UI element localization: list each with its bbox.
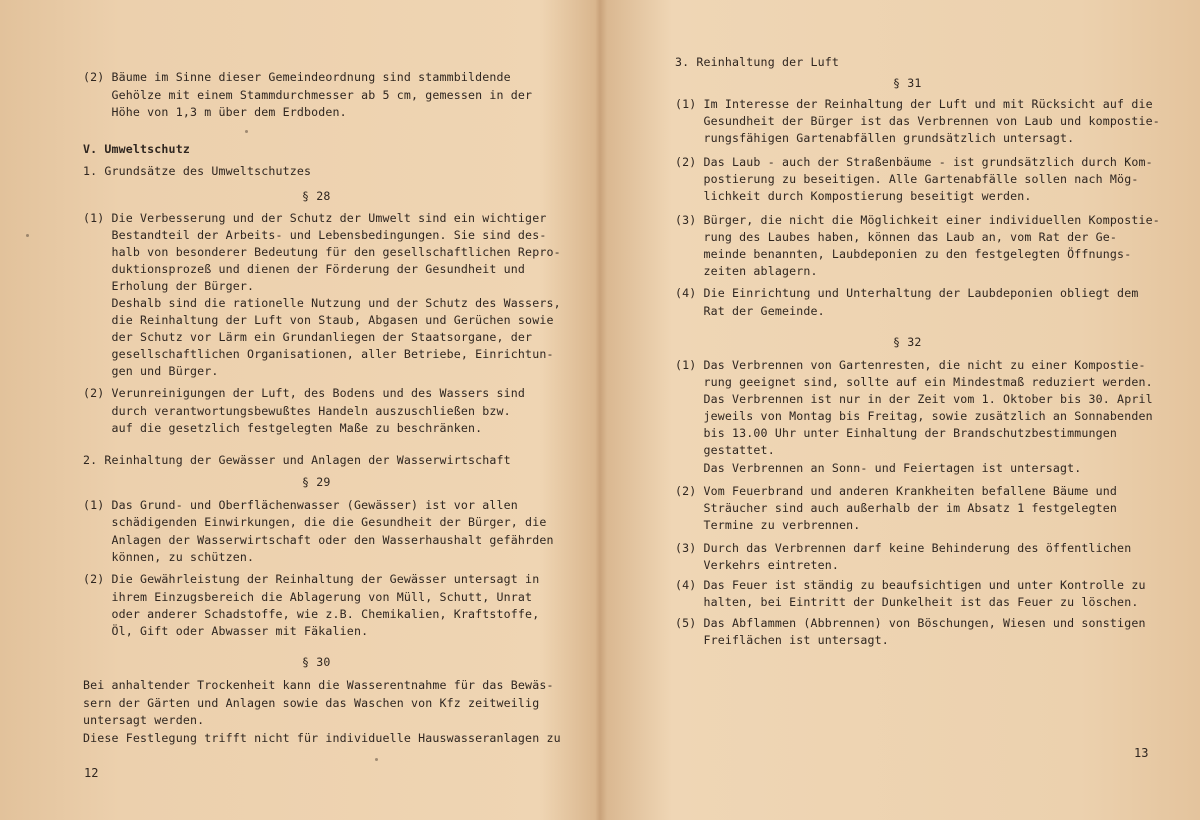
text-line: (1) Das Verbrennen von Gartenresten, die nicht zu einer Kompostie- [675, 358, 1146, 372]
text-line: Deshalb sind die rationelle Nutzung und der Schutz des Wassers, [83, 296, 561, 310]
paper-speck [245, 130, 248, 133]
text-line: sern der Gärten und Anlagen sowie das Waschen von Kfz zeitweilig [83, 696, 540, 710]
text-line: (4) Die Einrichtung und Unterhaltung der Laubdeponien obliegt dem [675, 286, 1139, 300]
text-line: (2) Das Laub - auch der Straßenbäume - ist grundsätzlich durch Kom- [675, 155, 1153, 169]
text-line: Öl, Gift oder Abwasser mit Fäkalien. [83, 624, 369, 638]
text-line: untersagt werden. [83, 713, 205, 727]
text-line: (1) Im Interesse der Reinhaltung der Luft und mit Rücksicht auf die [675, 97, 1153, 111]
text-line: ihrem Einzugsbereich die Ablagerung von Müll, Schutt, Unrat [83, 590, 533, 604]
text-line: Rat der Gemeinde. [675, 304, 825, 318]
text-line: (2) Die Gewährleistung der Reinhaltung der Gewässer untersagt in [83, 572, 540, 586]
text-line: Höhe von 1,3 m über dem Erdboden. [83, 105, 347, 119]
text-line: rung des Laubes haben, können das Laub an, vom Rat der Ge- [675, 230, 1118, 244]
text-line: (2) Verunreinigungen der Luft, des Bodens und des Wassers sind [83, 386, 526, 400]
text-line: (4) Das Feuer ist ständig zu beaufsichtigen und unter Kontrolle zu [675, 578, 1146, 592]
text-line: halb von besonderer Bedeutung für den gesellschaftlichen Repro- [83, 245, 561, 259]
text-line: der Schutz vor Lärm ein Grundanliegen der Staatsorgane, der [83, 330, 533, 344]
paper-speck [26, 234, 29, 237]
text-line: (3) Bürger, die nicht die Möglichkeit einer individuellen Kompostie- [675, 213, 1160, 227]
text-line: auf die gesetzlich festgelegten Maße zu beschränken. [83, 421, 483, 435]
page-number: 13 [1134, 746, 1149, 760]
page-number: 12 [84, 766, 99, 780]
text-line: 2. Reinhaltung der Gewässer und Anlagen der Wasserwirtschaft [83, 453, 511, 467]
text-line: können, zu schützen. [83, 550, 255, 564]
text-line: Sträucher sind auch außerhalb der im Absatz 1 festgelegten [675, 501, 1118, 515]
text-line: meinde benannten, Laubdeponien zu den festgelegten Öffnungs- [675, 247, 1132, 261]
text-line: halten, bei Eintritt der Dunkelheit ist das Feuer zu löschen. [675, 595, 1139, 609]
text-line: 1. Grundsätze des Umweltschutzes [83, 164, 312, 178]
text-line: oder anderer Schadstoffe, wie z.B. Chemikalien, Kraftstoffe, [83, 607, 540, 621]
right-page [600, 0, 1200, 820]
paper-speck [375, 758, 378, 761]
text-line: Verkehrs eintreten. [675, 558, 839, 572]
text-line: (2) Vom Feuerbrand und anderen Krankheiten befallene Bäume und [675, 484, 1118, 498]
text-line: Freiflächen ist untersagt. [675, 633, 889, 647]
text-line: (1) Das Grund- und Oberflächenwasser (Gewässer) ist vor allen [83, 498, 518, 512]
section-number: § 30 [302, 655, 331, 669]
text-line: bis 13.00 Uhr unter Einhaltung der Brandschutzbestimmungen [675, 426, 1118, 440]
text-line: Anlagen der Wasserwirtschaft oder den Wasserhaushalt gefährden [83, 533, 554, 547]
text-line: rung geeignet sind, sollte auf ein Mindestmaß reduziert werden. [675, 375, 1153, 389]
text-line: zeiten ablagern. [675, 264, 818, 278]
section-number: § 28 [302, 189, 331, 203]
text-line: (3) Durch das Verbrennen darf keine Behinderung des öffentlichen [675, 541, 1132, 555]
section-number: § 31 [893, 76, 922, 90]
text-line: Das Verbrennen ist nur in der Zeit vom 1. Oktober bis 30. April [675, 392, 1153, 406]
section-number: § 32 [893, 335, 922, 349]
text-line: gen und Bürger. [83, 364, 219, 378]
text-line: Termine zu verbrennen. [675, 518, 861, 532]
text-line: rungsfähigen Gartenabfällen grundsätzlich untersagt. [675, 131, 1075, 145]
text-line: Bestandteil der Arbeits- und Lebensbedingungen. Sie sind des- [83, 228, 547, 242]
text-line: (1) Die Verbesserung und der Schutz der Umwelt sind ein wichtiger [83, 211, 547, 225]
text-line: Diese Festlegung trifft nicht für individuelle Hauswasseranlagen zu [83, 731, 561, 745]
text-line: 3. Reinhaltung der Luft [675, 55, 839, 69]
text-line: (2) Bäume im Sinne dieser Gemeindeordnung sind stammbildende [83, 70, 511, 84]
text-line: Bei anhaltender Trockenheit kann die Wasserentnahme für das Bewäs- [83, 678, 554, 692]
text-line: gesellschaftlichen Organisationen, aller Betriebe, Einrichtun- [83, 347, 554, 361]
text-line: Das Verbrennen an Sonn- und Feiertagen ist untersagt. [675, 461, 1082, 475]
text-line: Gesundheit der Bürger ist das Verbrennen von Laub und kompostie- [675, 114, 1160, 128]
text-line: schädigenden Einwirkungen, die die Gesundheit der Bürger, die [83, 515, 547, 529]
text-line: duktionsprozeß und dienen der Förderung der Gesundheit und [83, 262, 526, 276]
text-line: gestattet. [675, 443, 775, 457]
text-line: die Reinhaltung der Luft von Staub, Abgasen und Gerüchen sowie [83, 313, 554, 327]
text-line: postierung zu beseitigen. Alle Gartenabfälle sollen nach Mög- [675, 172, 1139, 186]
text-line: jeweils von Montag bis Freitag, sowie zusätzlich an Sonnabenden [675, 409, 1153, 423]
section-heading: V. Umweltschutz [83, 142, 190, 156]
text-line: (5) Das Abflammen (Abbrennen) von Böschungen, Wiesen und sonstigen [675, 616, 1146, 630]
text-line: lichkeit durch Kompostierung beseitigt werden. [675, 189, 1032, 203]
section-number: § 29 [302, 475, 331, 489]
text-line: Gehölze mit einem Stammdurchmesser ab 5 cm, gemessen in der [83, 88, 533, 102]
text-line: Erholung der Bürger. [83, 279, 255, 293]
text-line: durch verantwortungsbewußtes Handeln auszuschließen bzw. [83, 404, 511, 418]
